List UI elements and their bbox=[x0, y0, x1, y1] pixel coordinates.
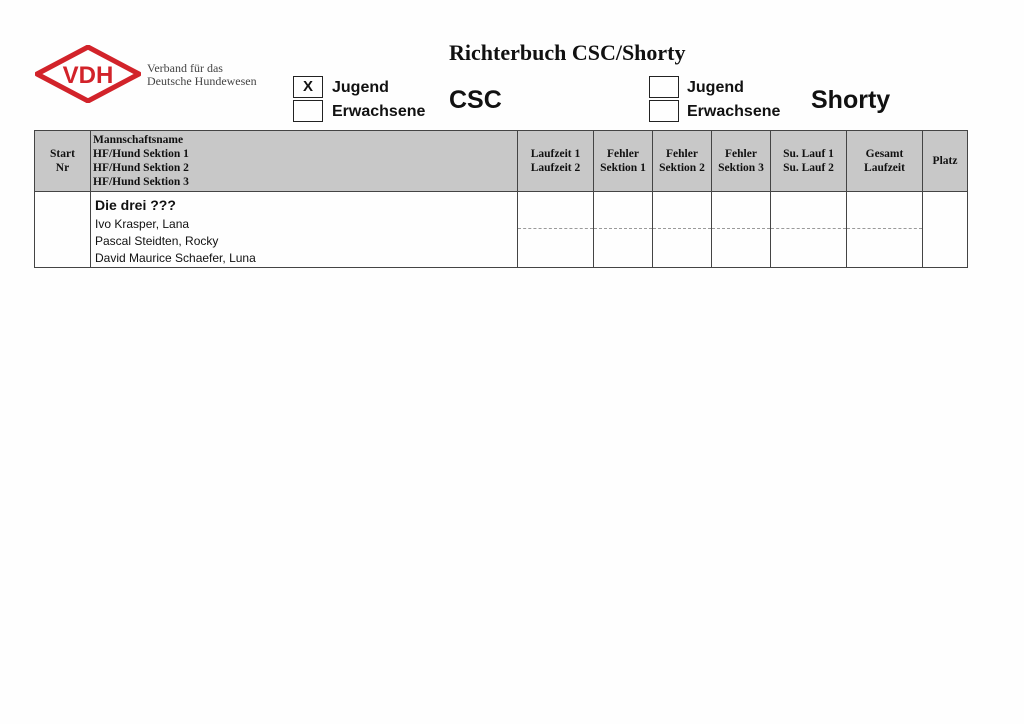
laufzeit-cell[interactable] bbox=[518, 192, 594, 268]
org-name bbox=[147, 62, 257, 88]
csc-jugend-label: Jugend bbox=[332, 79, 389, 96]
start-nr-cell[interactable] bbox=[35, 192, 91, 268]
shorty-jugend-label: Jugend bbox=[687, 79, 744, 96]
header-start-nr: Start Nr bbox=[35, 131, 91, 192]
shorty-jugend-checkbox[interactable] bbox=[649, 76, 679, 98]
header-fehler-2: Fehler Sektion 2 bbox=[653, 131, 712, 192]
divider bbox=[712, 228, 770, 229]
header-summe: Su. Lauf 1 Su. Lauf 2 bbox=[771, 131, 847, 192]
fehler-3-cell[interactable] bbox=[712, 192, 771, 268]
vdh-logo bbox=[35, 45, 141, 103]
header-gesamt: Gesamt Laufzeit bbox=[847, 131, 923, 192]
fehler-1-cell[interactable] bbox=[594, 192, 653, 268]
csc-jugend-checkbox[interactable]: X bbox=[293, 76, 323, 98]
member-1: Ivo Krasper, Lana bbox=[95, 217, 190, 231]
gesamt-cell[interactable] bbox=[847, 192, 923, 268]
divider bbox=[771, 228, 846, 229]
member-3: David Maurice Schaefer, Luna bbox=[95, 251, 256, 265]
page-title: Richterbuch CSC/Shorty bbox=[449, 40, 686, 65]
divider bbox=[594, 228, 652, 229]
shorty-erwachsene-label: Erwachsene bbox=[687, 103, 781, 120]
divider bbox=[653, 228, 711, 229]
fehler-2-cell[interactable] bbox=[653, 192, 712, 268]
header-team: Mannschaftsname HF/Hund Sektion 1 HF/Hund Sektion 2 HF/Hund Sektion 3 bbox=[91, 131, 518, 192]
score-table bbox=[34, 130, 968, 268]
org-line-1: Verband für das bbox=[147, 61, 223, 75]
header-laufzeit: Laufzeit 1 Laufzeit 2 bbox=[518, 131, 594, 192]
csc-erwachsene-checkbox[interactable] bbox=[293, 100, 323, 122]
team-name: Die drei ??? bbox=[95, 197, 176, 213]
header-platz: Platz bbox=[923, 131, 968, 192]
team-cell bbox=[91, 192, 518, 268]
table-row bbox=[35, 192, 968, 268]
member-2: Pascal Steidten, Rocky bbox=[95, 234, 219, 248]
csc-label: CSC bbox=[449, 86, 502, 114]
shorty-label: Shorty bbox=[811, 86, 891, 114]
summe-cell[interactable] bbox=[771, 192, 847, 268]
header-fehler-3: Fehler Sektion 3 bbox=[712, 131, 771, 192]
platz-cell[interactable] bbox=[923, 192, 968, 268]
divider bbox=[518, 228, 593, 229]
shorty-erwachsene-checkbox[interactable] bbox=[649, 100, 679, 122]
header-row bbox=[35, 131, 968, 192]
logo-text: VDH bbox=[62, 62, 114, 89]
divider bbox=[847, 228, 922, 229]
csc-erwachsene-label: Erwachsene bbox=[332, 103, 426, 120]
header-fehler-1: Fehler Sektion 1 bbox=[594, 131, 653, 192]
org-line-2: Deutsche Hundewesen bbox=[147, 74, 257, 88]
